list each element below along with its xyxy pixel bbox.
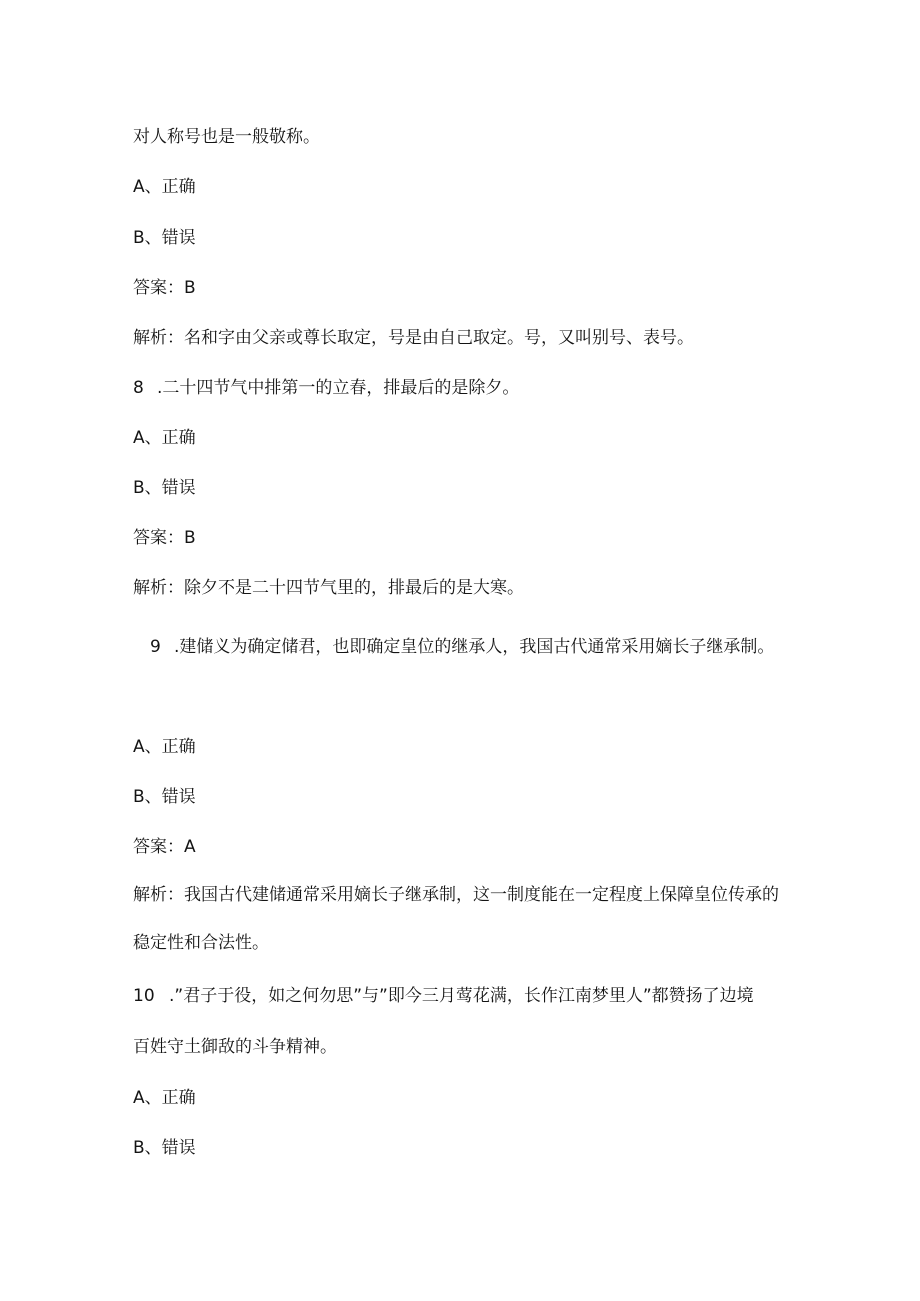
q8-answer: 答案：B (133, 528, 196, 548)
q7-analysis: 解析：名和字由父亲或尊长取定，号是由自己取定。号，又叫别号、表号。 (133, 328, 694, 348)
q7-option-a: A、正确 (133, 177, 196, 197)
q8-option-b: B、错误 (133, 478, 196, 498)
q8-analysis: 解析：除夕不是二十四节气里的，排最后的是大寒。 (133, 578, 524, 598)
q9-analysis-line-2: 稳定性和合法性。 (133, 933, 269, 953)
q8-number: 8 (133, 378, 144, 398)
q8-text: .二十四节气中排第一的立春，排最后的是除夕。 (157, 378, 520, 398)
q7-answer: 答案：B (133, 278, 196, 298)
q8-question (133, 378, 519, 398)
q10-option-a: A、正确 (133, 1088, 196, 1108)
q10-text: .”君子于役，如之何勿思”与”即今三月莺花满，长作江南梦里人”都赞扬了边境 (169, 986, 754, 1006)
q9-question (150, 637, 774, 657)
q7-option-b: B、错误 (133, 228, 196, 248)
q9-option-a: A、正确 (133, 737, 196, 757)
q9-text: .建储义为确定储君，也即确定皇位的继承人，我国古代通常采用嫡长子继承制。 (174, 637, 775, 657)
q10-number: 10 (133, 986, 155, 1006)
q9-answer: 答案：A (133, 837, 196, 857)
q8-option-a: A、正确 (133, 428, 196, 448)
q9-analysis-line-1: 解析：我国古代建储通常采用嫡长子继承制，这一制度能在一定程度上保障皇位传承的 (133, 885, 779, 905)
q10-question-line-1 (133, 986, 754, 1006)
q7-tail: 对人称号也是一般敬称。 (133, 127, 320, 147)
q9-number: 9 (150, 637, 161, 657)
q10-option-b: B、错误 (133, 1138, 196, 1158)
q10-question-line-2: 百姓守土御敌的斗争精神。 (133, 1037, 337, 1057)
q9-option-b: B、错误 (133, 787, 196, 807)
